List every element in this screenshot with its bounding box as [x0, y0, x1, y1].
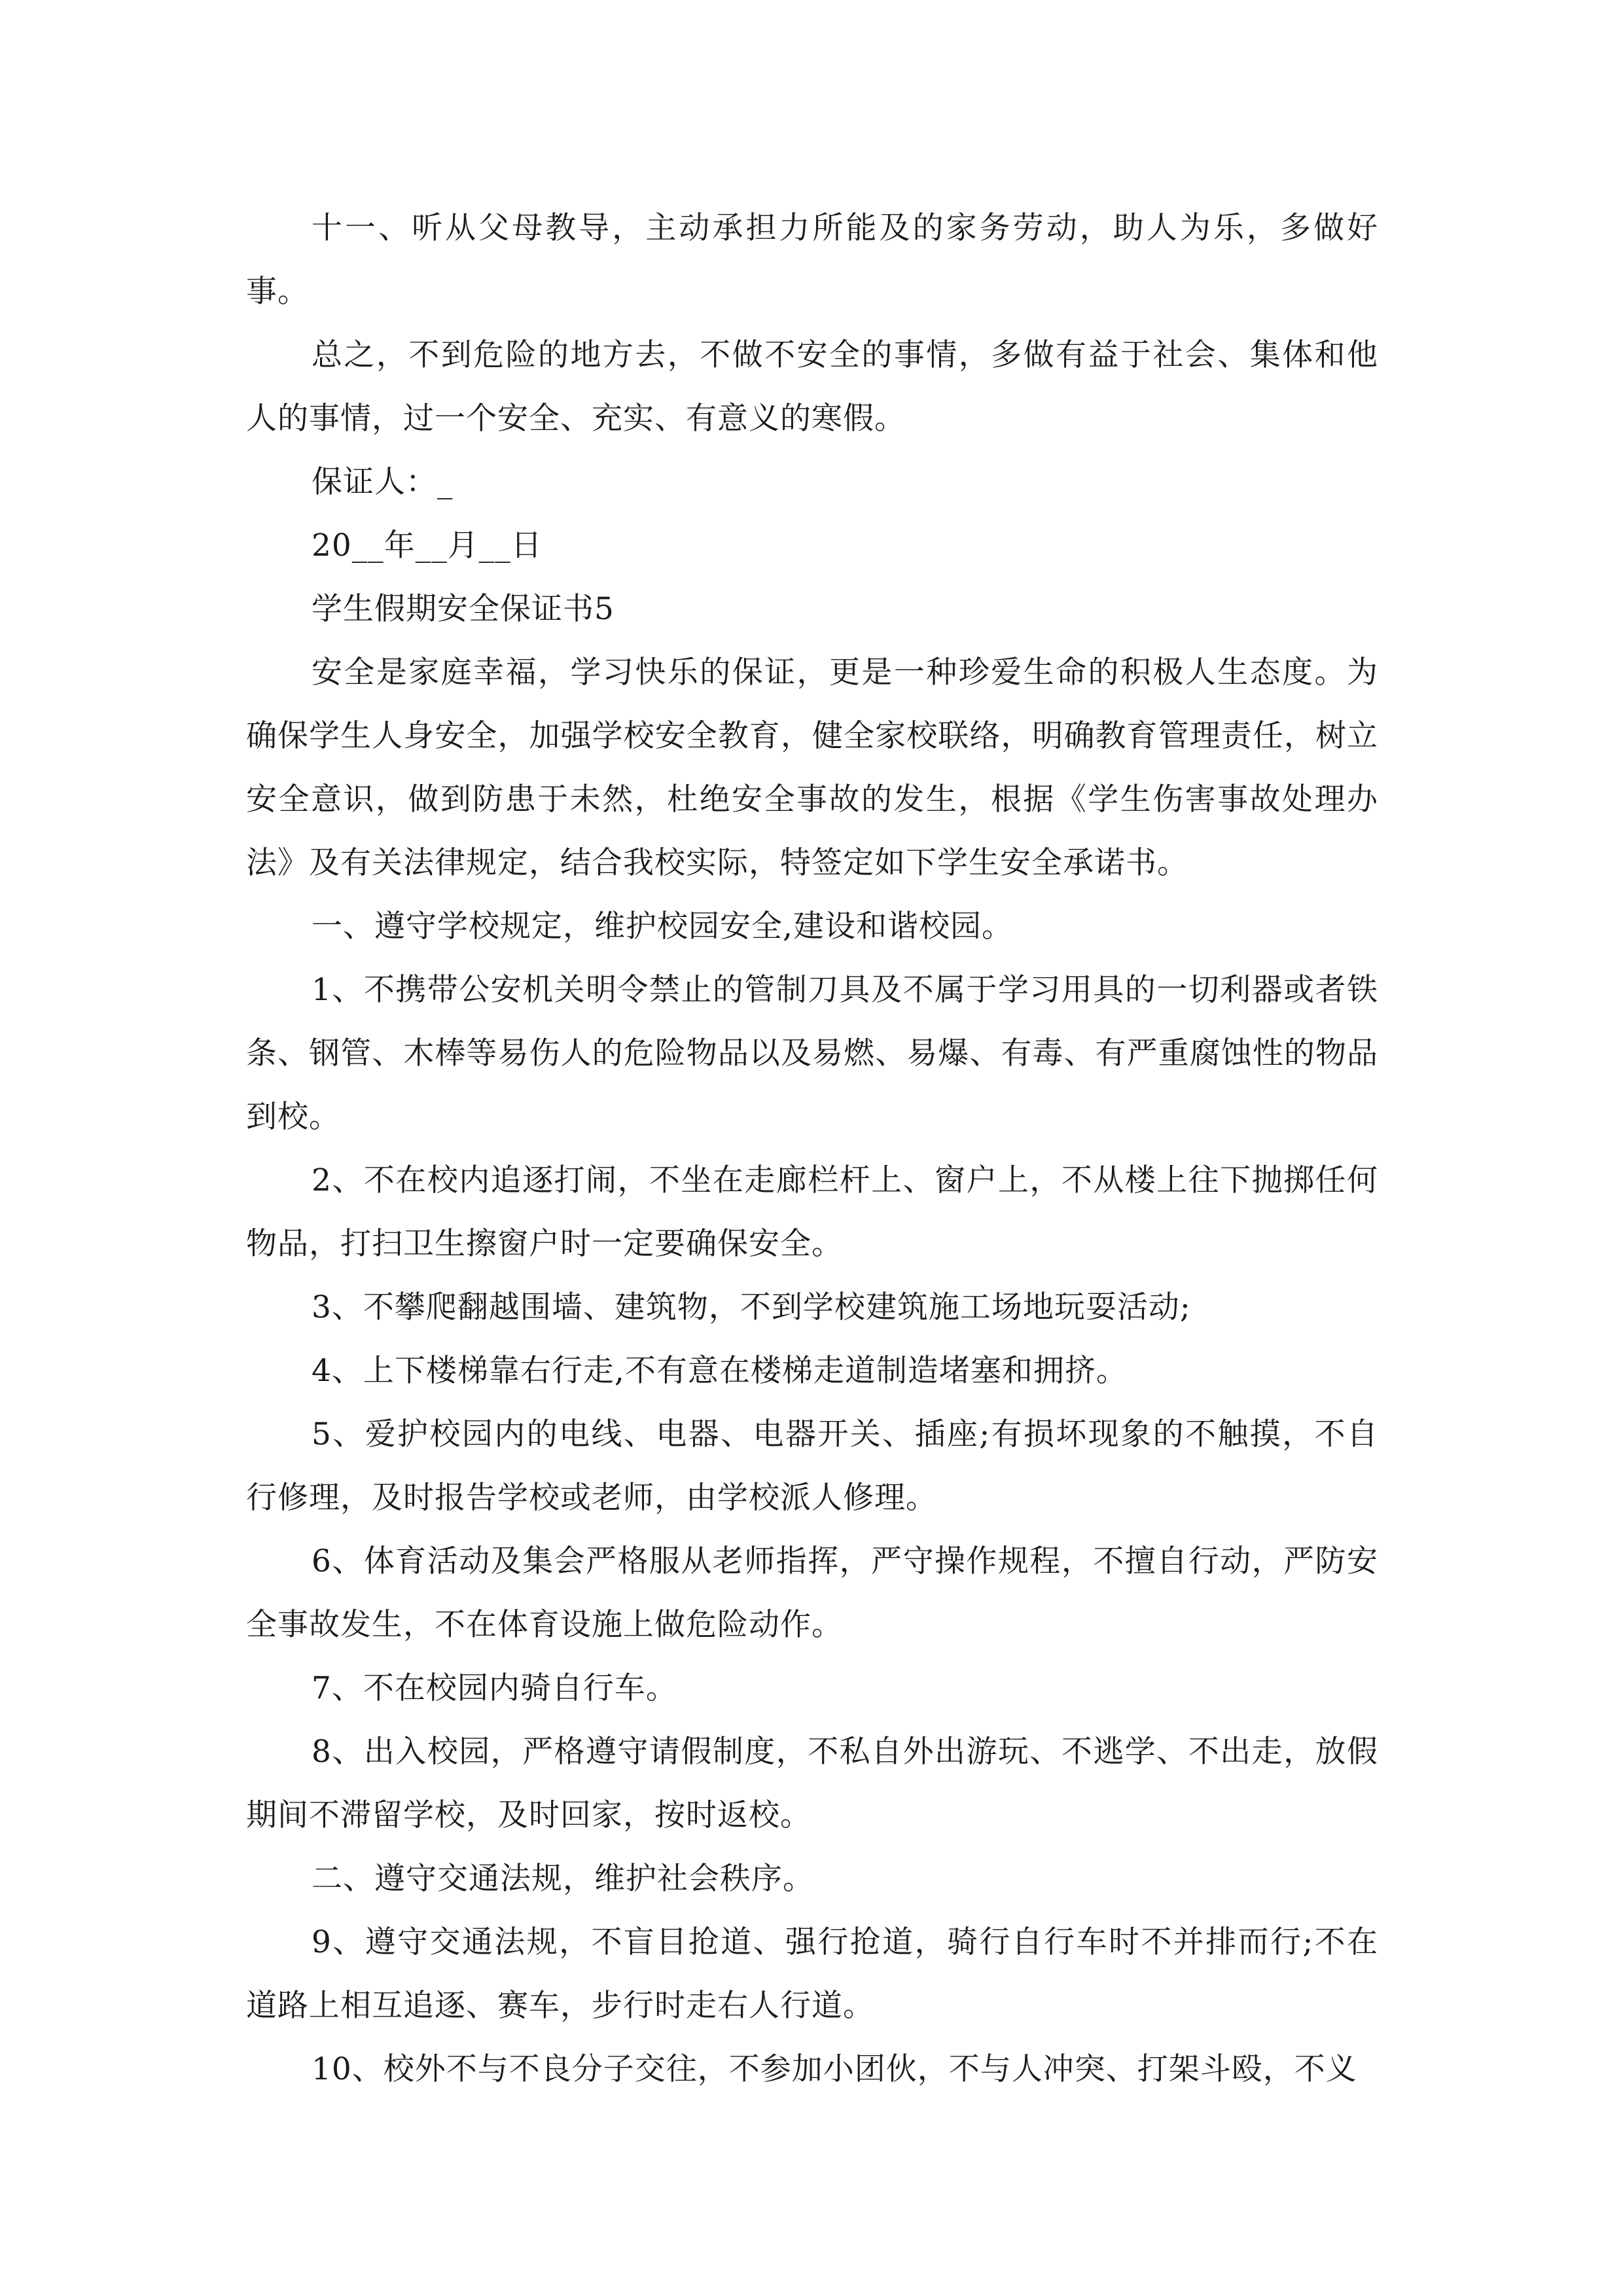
rule-item-4: 4、上下楼梯靠右行走,不有意在楼梯走道制造堵塞和拥挤。: [312, 1353, 1128, 1389]
rule-item-9: 9、遵守交通法规，不盲目抢道、强行抢道，骑行自行车时不并排而行;不在道路上相互追逐、赛车，步行时走右人行道。: [246, 1924, 1378, 2024]
rule-item-3: 3、不攀爬翻越围墙、建筑物，不到学校建筑施工场地玩耍活动;: [312, 1289, 1191, 1325]
rule-item-2: 2、不在校内追逐打闹，不坐在走廊栏杆上、窗户上，不从楼上往下抛掷任何物品，打扫卫生擦窗户时一定要确保安全。: [246, 1162, 1378, 1262]
rule-item-6: 6、体育活动及集会严格服从老师指挥，严守操作规程，不擅自行动，严防安全事故发生，不在体育设施上做危险动作。: [246, 1543, 1378, 1643]
heading-school-rules: 一、遵守学校规定，维护校园安全,建设和谐校园。: [312, 908, 1013, 944]
rule-item-10: 10、校外不与不良分子交往，不参加小团伙，不与人冲突、打架斗殴，不义: [312, 2051, 1357, 2087]
paragraph-item-11: 十一、听从父母教导，主动承担力所能及的家务劳动，助人为乐，多做好事。: [246, 210, 1378, 310]
rule-item-5: 5、爱护校园内的电线、电器、电器开关、插座;有损坏现象的不触摸，不自行修理，及时报告学校或老师，由学校派人修理。: [246, 1416, 1378, 1516]
paragraph-summary: 总之，不到危险的地方去，不做不安全的事情，多做有益于社会、集体和他人的事情，过一个安全、充实、有意义的寒假。: [246, 337, 1378, 437]
rule-item-8: 8、出入校园，严格遵守请假制度，不私自外出游玩、不逃学、不出走，放假期间不滞留学校，及时回家，按时返校。: [246, 1734, 1378, 1833]
document-body: [246, 196, 1378, 2101]
heading-traffic-rules: 二、遵守交通法规，维护社会秩序。: [312, 1861, 814, 1897]
rule-item-1: 1、不携带公安机关明令禁止的管制刀具及不属于学习用具的一切利器或者铁条、钢管、木棒等易伤人的危险物品以及易燃、易爆、有毒、有严重腐蚀性的物品到校。: [246, 972, 1378, 1135]
rule-item-7: 7、不在校园内骑自行车。: [312, 1670, 677, 1706]
paragraph-intro: 安全是家庭幸福，学习快乐的保证，更是一种珍爱生命的积极人生态度。为确保学生人身安全，加强学校安全教育，健全家校联络，明确教育管理责任，树立安全意识，做到防患于未然，杜绝安全事故的发生，根据《学生伤害事故处理办法》及有关法律规定，结合我校实际，特签定如下学生安全承诺书。: [246, 655, 1378, 881]
section-title: 学生假期安全保证书5: [312, 591, 615, 627]
date-line: 20__年__月__日: [312, 528, 543, 564]
guarantor-line: 保证人：_: [312, 464, 454, 500]
